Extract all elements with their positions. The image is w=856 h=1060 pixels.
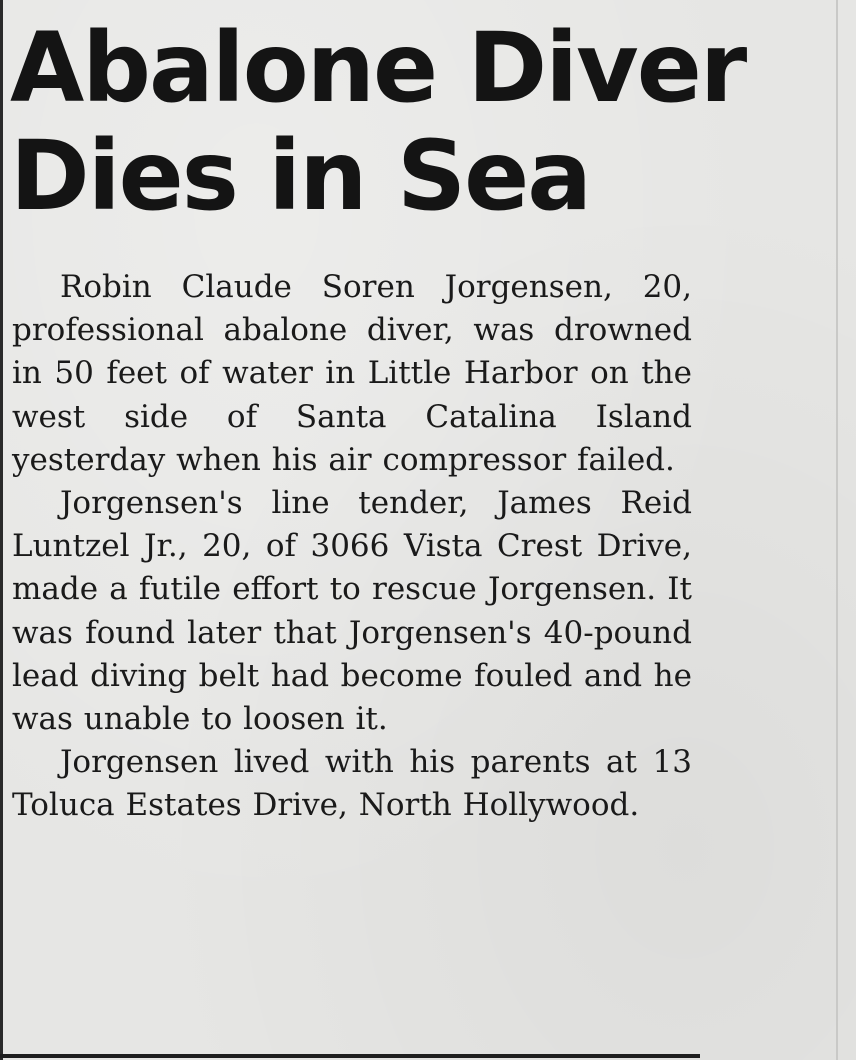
left-column-rule	[0, 0, 3, 1060]
paragraph-3: Jorgensen lived with his parents at 13 Toluca Estates Drive, North Hollywood.	[12, 744, 692, 824]
paragraph-2: Jorgensen's line tender, James Reid Luntzel Jr., 20, of 3066 Vista Crest Drive, made a futile effort to rescue Jorgensen. It was found later that Jorgensen's 40-pound lead diving belt had become fouled and he was unable to loosen it.	[12, 485, 692, 738]
bottom-column-rule	[0, 1054, 700, 1058]
paragraph-1: Robin Claude Soren Jorgensen, 20, professional abalone diver, was drowned in 50 feet of water in Little Harbor on the west side of Santa Catalina Island yesterday when his air compressor failed.	[12, 269, 692, 478]
right-column-rule	[836, 0, 838, 1060]
headline-line-1: Abalone Diver	[10, 12, 746, 124]
headline-line-2: Dies in Sea	[10, 120, 590, 232]
headline	[10, 12, 746, 232]
article-body	[12, 266, 692, 828]
